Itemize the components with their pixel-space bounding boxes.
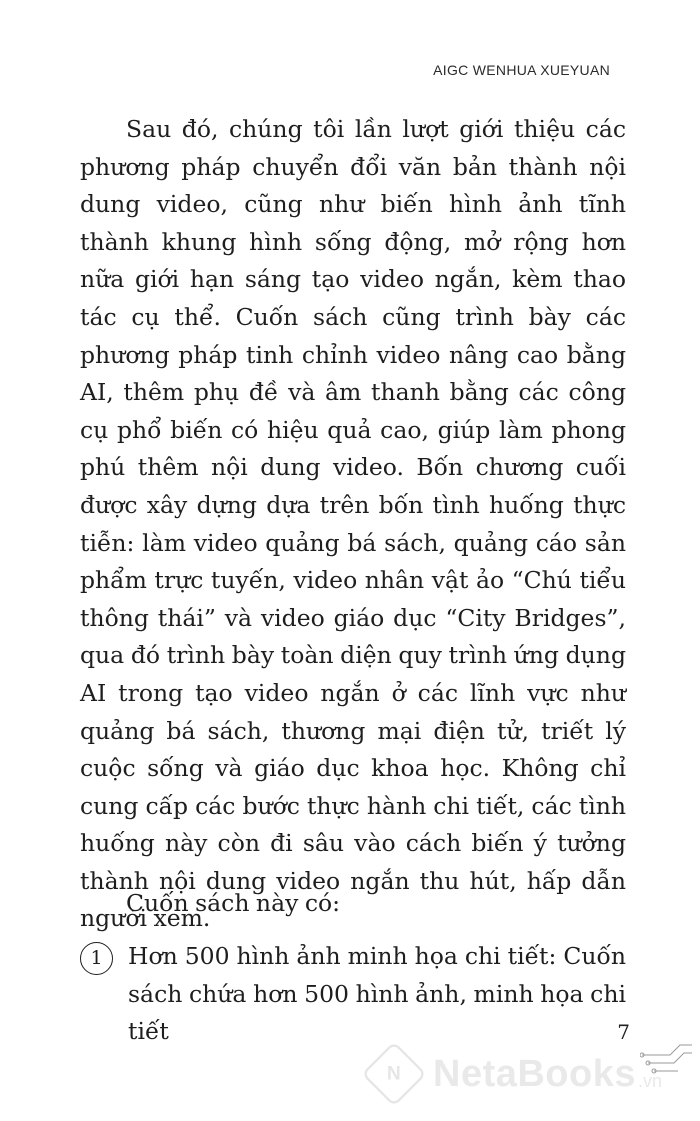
body-paragraph-2: Cuốn sách này có: (126, 889, 341, 917)
list-item (80, 938, 626, 1051)
circled-number: 1 (80, 942, 113, 975)
watermark (365, 1045, 662, 1103)
list-item-text: Hơn 500 hình ảnh minh họa chi tiết: Cuốn sách chứa hơn 500 hình ảnh, minh họa chi tiết (128, 942, 626, 1046)
running-header: AIGC WENHUA XUEYUAN (433, 62, 610, 78)
page-number: 7 (617, 1020, 630, 1044)
watermark-logo-icon: N (361, 1041, 427, 1107)
watermark-suffix: .vn (638, 1070, 663, 1091)
watermark-brand: NetaBooks (433, 1052, 636, 1095)
body-paragraph-1: Sau đó, chúng tôi lần lượt giới thiệu các phương pháp chuyển đổi văn bản thành nội dung video, cũng như biến hình ảnh tĩnh thành khung hình sống động, mở rộng hơn nữa giới hạn sáng tạo video ngắn, kèm thao tác cụ thể. Cuốn sách cũng trình bày các phương pháp tinh chỉnh video nâng cao bằng AI, thêm phụ đề và âm thanh bằng các công cụ phổ biến có hiệu quả cao, giúp làm phong phú thêm nội dung video. Bốn chương cuối được xây dựng dựa trên bốn tình huống thực tiễn: làm video quảng bá sách, quảng cáo sản phẩm trực tuyến, video nhân vật ảo “Chú tiểu thông thái” và video giáo dục “City Bridges”, qua đó trình bày toàn diện quy trình ứng dụng AI trong tạo video ngắn ở các lĩnh vực như quảng bá sách, thương mại điện tử, triết lý cuộc sống và giáo dục khoa học. Không chỉ cung cấp các bước thực hành chi tiết, các tình huống này còn đi sâu vào cách biến ý tưởng thành nội dung video ngắn thu hút, hấp dẫn người xem. (80, 115, 626, 933)
